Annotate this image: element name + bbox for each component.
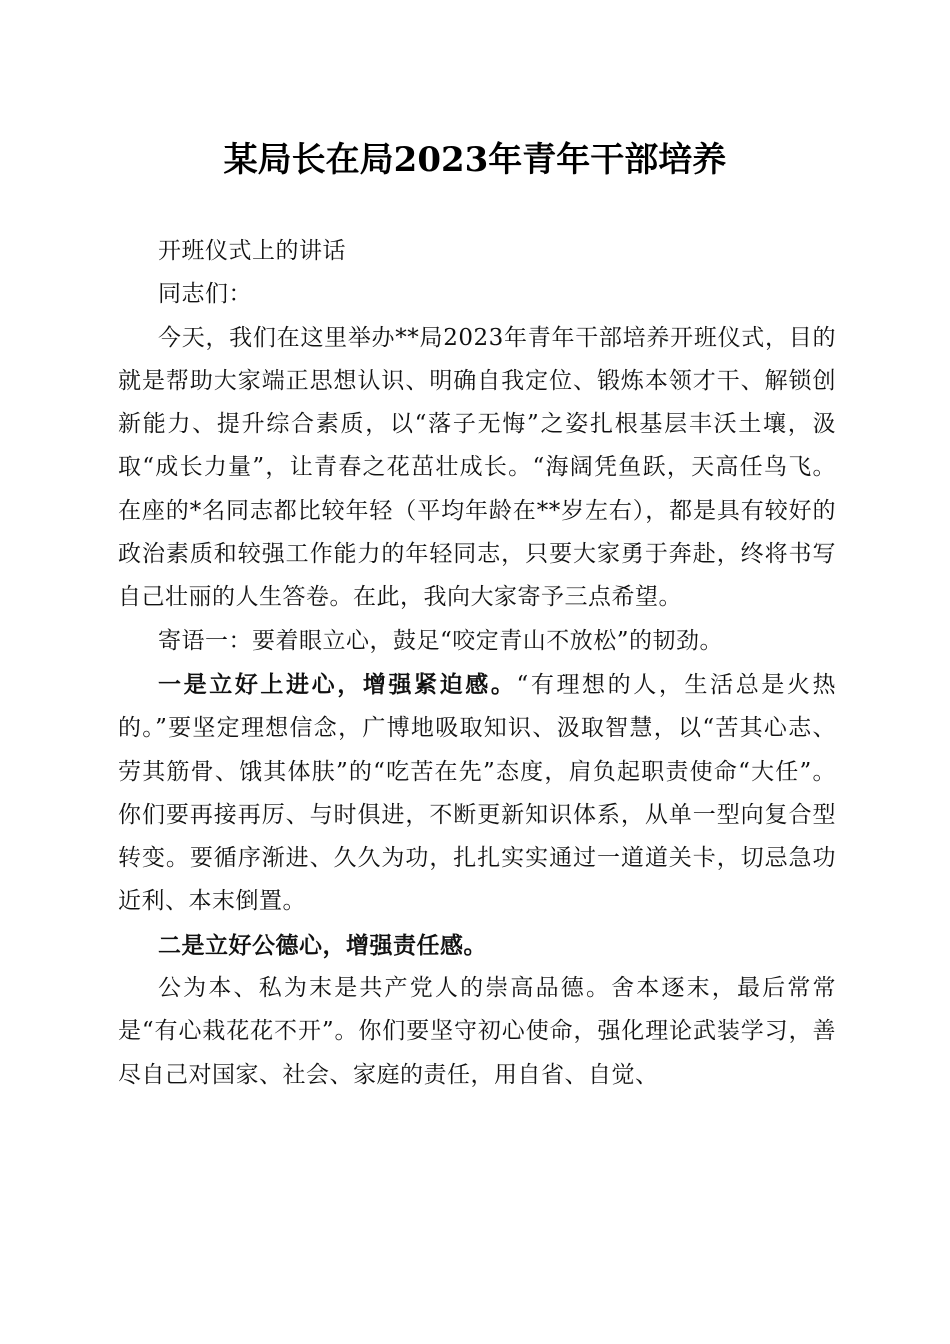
subtitle-line: 开班仪式上的讲话 bbox=[158, 238, 346, 264]
document-body bbox=[118, 230, 836, 1097]
point-one-text: “有理想的人，生活总是火热的。”要坚定理想信念，广博地吸取知识、汲取智慧，以“苦其心志、劳其筋骨、饿其体肤”的“吃苦在先”态度，肩负起职责使命“大任”。你们要再接再厉、与时俱进，不断更新知识体系，从单一型向复合型转变。要循序渐进、久久为功，扎扎实实通过一道道关卡，切忌急功近利、本末倒置。 bbox=[118, 671, 837, 915]
salutation-line: 同志们： bbox=[158, 281, 252, 308]
point-one-heading: 一是立好上进心，增强紧迫感。 bbox=[158, 670, 517, 698]
paragraph-message-one: 寄语一：要着眼立心，鼓足“咬定青山不放松”的韧劲。 bbox=[158, 627, 724, 654]
paragraph-opening: 今天，我们在这里举办**局2023年青年干部培养开班仪式，目的就是帮助大家端正思想认识、明确自我定位、锻炼本领才干、解锁创新能力、提升综合素质，以“落子无悔”之姿扎根基层丰沃土壤，汲取“成长力量”，让青春之花茁壮成长。“海阔凭鱼跃，天高任鸟飞。在座的*名同志都比较年轻（平均年龄在**岁左右），都是具有较好的政治素质和较强工作能力的年轻同志，只要大家勇于奔赴，终将书写自己壮丽的人生答卷。在此，我向大家寄予三点希望。 bbox=[118, 324, 836, 611]
paragraph-point-two-heading: 二是立好公德心，增强责任感。 bbox=[158, 931, 487, 959]
document-title: 某局长在局2023年青年干部培养 bbox=[223, 140, 727, 180]
paragraph-point-one bbox=[118, 663, 836, 924]
paragraph-point-two-text: 公为本、私为末是共产党人的崇高品德。舍本逐末，最后常常是“有心栽花花不开”。你们要坚守初心使命，强化理论武装学习，善尽自己对国家、社会、家庭的责任，用自省、自觉、 bbox=[118, 975, 836, 1088]
